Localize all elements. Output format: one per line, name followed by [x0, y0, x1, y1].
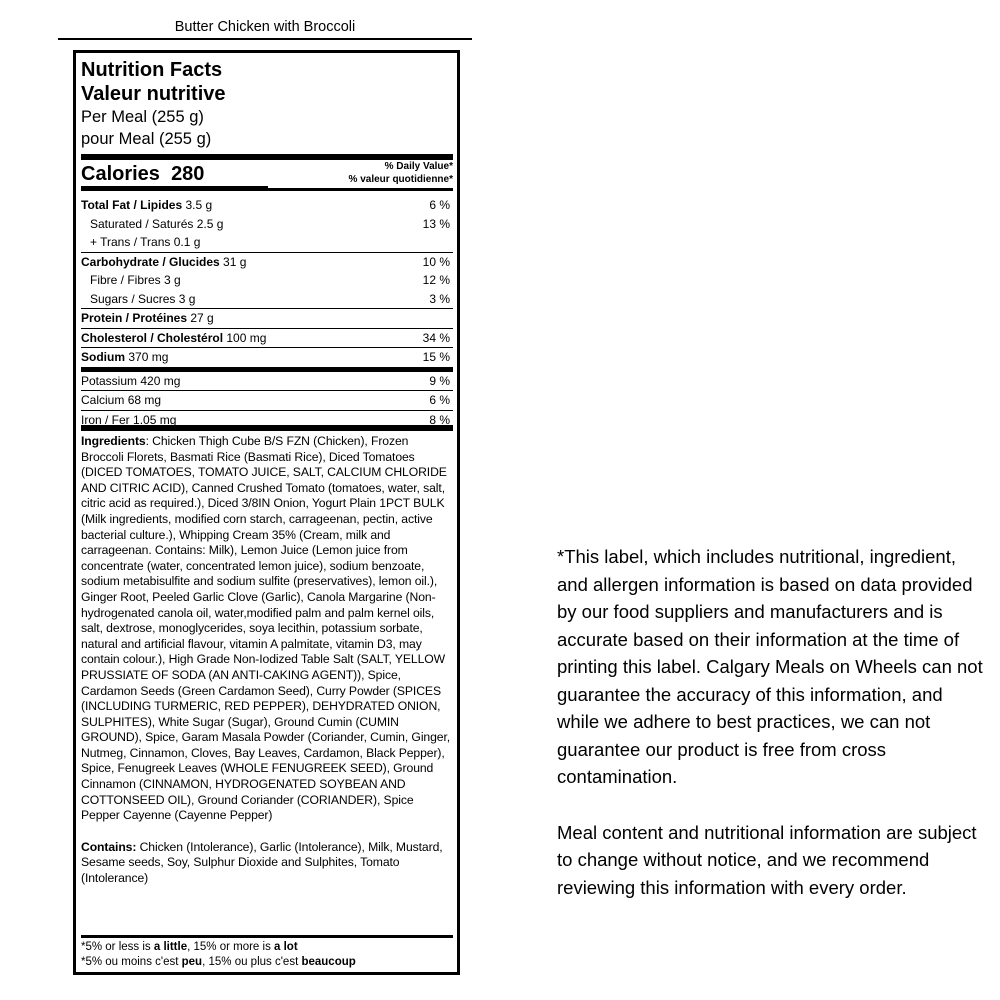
nutrient-row-sodium	[81, 348, 453, 372]
disclaimer	[557, 543, 987, 929]
nutrient-pct: 3 %	[429, 291, 450, 306]
footnote-bold: peu	[181, 956, 203, 968]
nutrient-pct: 8 %	[429, 412, 450, 427]
dv-header-en: % Daily Value*	[384, 161, 453, 172]
nutrient-amount: 27 g	[190, 311, 214, 325]
nutrient-amount: 68 mg	[127, 393, 162, 407]
nutrient-label: Calcium	[81, 393, 125, 407]
nutrient-row-calcium	[81, 391, 453, 411]
footnote-bold: a lot	[274, 941, 298, 953]
daily-value-header	[349, 160, 453, 186]
disclaimer-paragraph-2: Meal content and nutritional information are subject to change without notice, and we recommend reviewing this information with every order.	[557, 821, 977, 898]
footnote-bold: beaucoup	[301, 956, 356, 968]
nutrient-pct: 12 %	[422, 273, 450, 287]
nutrient-amount: 3 g	[164, 273, 181, 287]
nutrient-label: Saturated / Saturés	[90, 216, 194, 231]
ingredients-text: : Chicken Thigh Cube B/S FZN (Chicken), Frozen Broccoli Florets, Basmati Rice (Basmati Rice), Diced Tomatoes (DICED TOMATOES, TOMATO JUICE, SALT, CALCIUM CHLORIDE AND CITRIC ACID), Canned Crushed Tomato (tomatoes, water, salt, citric acid as required.), Diced 3/8IN Onion, Yogurt Plain 1PCT BULK (Milk ingredients, modified corn starch, carrageenan, pectin, active bacterial culture.), Whipping Cream 35% (Cream, milk and carrageenan. Contains: Milk), Lemon Juice (Lemon juice from concentrate (water, concentrated lemon juice), sodium benzoate, sodium metabisulfite and sodium sulfite (preservatives), lemon oil.), Ginger Root, Peeled Garlic Clove (Garlic), Canola Margarine (Non-hydrogenated canola oil, water,modified palm and palm kernel oils, salt, dextrose, monoglycerides, soya lecithin, potassium sorbate, natural and artificial flavour, vitamin A palmitate, vitamin D3, may contain colour.), High Grade Non-Iodized Table Salt (SALT, YELLOW PRUSSIATE OF SODA (AN ANTI-CAKING AGENT)), Spice, Cardamon Seeds (Green Cardamon Seed), Curry Powder (SPICES (INCLUDING TURMERIC, RED PEPPER), DEHYDRATED ONION, SULPHITES), White Sugar (Sugar), Ground Cumin (CUMIN GROUND), Spice, Garam Masala Powder (Coriander, Cumin, Ginger, Nutmeg, Cinnamon, Cloves, Bay Leaves, Cardamon, Black Pepper), Spice, Fenugreek Leaves (WHOLE FENUGREEK SEED), Ground Cinnamon (CINNAMON, HYDROGENATED SOYBEAN AND COTTONSEED OIL), Ground Coriander (CORIANDER), Spice Pepper Cayenne (Cayenne Pepper)	[81, 434, 451, 823]
nutrient-label: Cholesterol / Cholestérol	[81, 330, 224, 345]
nutrient-label: Potassium	[81, 373, 138, 388]
ingredients-block	[81, 425, 453, 887]
nutrient-amount: 3.5 g	[185, 198, 213, 212]
footnote-text: , 15% or more is	[187, 941, 275, 953]
nutrient-label: Total Fat / Lipides	[81, 198, 183, 212]
nutrient-pct: 6 %	[429, 393, 450, 407]
label-header	[81, 58, 453, 150]
nutrient-pct: 34 %	[422, 330, 450, 345]
calories-underline	[81, 186, 268, 189]
nutrient-pct: 9 %	[429, 373, 450, 388]
contains-heading: Contains:	[81, 839, 137, 854]
nutrient-row-fibre	[81, 271, 453, 290]
nutrient-row-potassium	[81, 372, 453, 392]
calories-row	[81, 154, 453, 191]
title-fr: Valeur nutritive	[81, 83, 226, 105]
footnote-en	[81, 940, 453, 955]
nutrient-row-sugars	[81, 290, 453, 310]
product-title: Butter Chicken with Broccoli	[58, 16, 472, 40]
dv-header-fr: % valeur quotidienne*	[348, 174, 453, 185]
footnote-text: *5% ou moins c'est	[81, 956, 182, 968]
ingredients-heading: Ingredients	[81, 434, 146, 448]
nutrient-row-protein	[81, 309, 453, 329]
nutrient-label: Sodium	[81, 350, 125, 364]
footnote-text: *5% or less is	[81, 941, 154, 953]
nutrient-pct: 6 %	[429, 198, 450, 212]
nutrient-amount: 1.05 mg	[133, 412, 177, 427]
nutrient-label: Fibre / Fibres	[90, 273, 161, 287]
title-en: Nutrition Facts	[81, 59, 223, 81]
nutrient-amount: 31 g	[223, 254, 247, 269]
nutrient-amount: 100 mg	[226, 330, 267, 345]
footnote-bold: a little	[153, 941, 188, 953]
nutrient-pct: 13 %	[422, 216, 450, 231]
nutrient-pct: 15 %	[422, 350, 450, 364]
nutrient-amount: 370 mg	[128, 350, 169, 364]
nutrient-table	[81, 196, 453, 429]
nutrient-label: Protein / Protéines	[81, 311, 188, 325]
nutrient-row-carbohydrate	[81, 253, 453, 272]
daily-value-footnote	[81, 935, 453, 970]
footnote-text: , 15% ou plus c'est	[202, 956, 302, 968]
contains-text: Chicken (Intolerance), Garlic (Intolerance), Milk, Mustard, Sesame seeds, Soy, Sulphur Dioxide and Sulphites, Tomato (Intolerance)	[81, 839, 443, 886]
nutrient-row-saturated	[81, 215, 453, 234]
nutrient-amount: 3 g	[178, 291, 196, 306]
nutrient-label: Sugars / Sucres	[90, 291, 176, 306]
ingredients-list	[81, 434, 453, 824]
calories-label: Calories	[81, 163, 160, 185]
nutrient-amount: 2.5 g	[196, 216, 224, 231]
calories	[81, 160, 204, 188]
nutrient-pct: 10 %	[422, 254, 450, 269]
allergen-contains	[81, 840, 453, 887]
nutrient-row-trans	[81, 233, 453, 253]
calories-value: 280	[171, 163, 205, 185]
nutrient-row-cholesterol	[81, 329, 453, 349]
serving-size-fr: pour Meal (255 g)	[81, 130, 212, 148]
footnote-fr	[81, 955, 453, 970]
serving-size-en: Per Meal (255 g)	[81, 108, 204, 126]
disclaimer-paragraph-1: *This label, which includes nutritional, ingredient, and allergen information is based on data provided by our food suppliers and manufacturers and is accurate based on their information at the time of printing this label. Calgary Meals on Wheels can not guarantee the accuracy of this information, and while we adhere to best practices, we can not guarantee our product is free from cross contamination.	[557, 546, 983, 787]
nutrient-label: Iron / Fer	[81, 412, 130, 427]
nutrient-amount: 420 mg	[140, 373, 181, 388]
nutrient-row-total-fat	[81, 196, 453, 215]
nutrient-label: + Trans / Trans	[90, 235, 171, 249]
nutrient-label: Carbohydrate / Glucides	[81, 254, 220, 269]
nutrition-facts-label	[73, 50, 460, 975]
nutrient-amount: 0.1 g	[173, 235, 201, 249]
